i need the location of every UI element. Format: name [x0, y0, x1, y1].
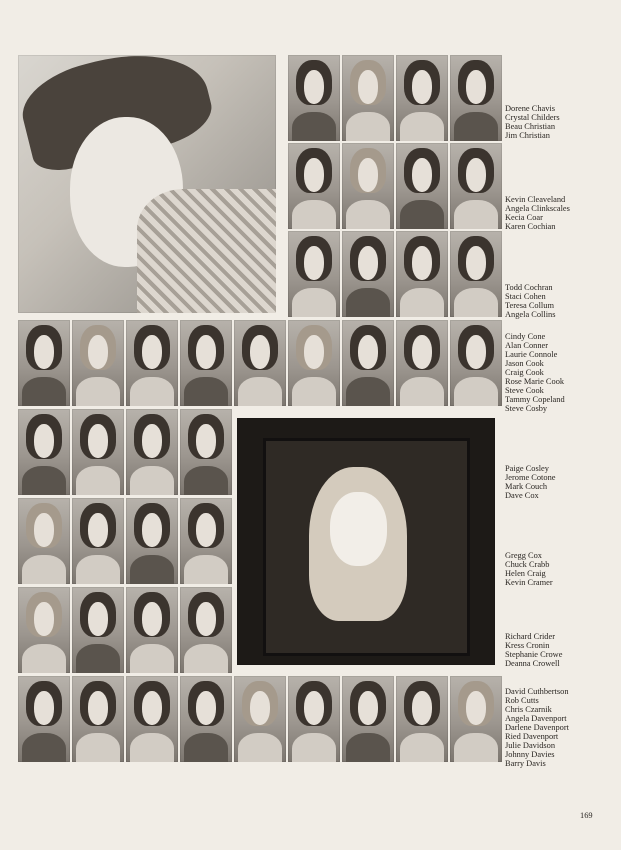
- student-name: Kress Cronin: [505, 641, 550, 650]
- student-portrait: [396, 55, 448, 141]
- student-name: Deanna Crowell: [505, 659, 560, 668]
- student-portrait: [234, 676, 286, 762]
- caption-row-1: [505, 104, 560, 140]
- caption-row-6: [505, 551, 553, 587]
- student-portrait: [288, 231, 340, 317]
- student-portrait: [288, 55, 340, 141]
- student-portrait: [180, 498, 232, 584]
- student-portrait: [126, 320, 178, 406]
- student-portrait: [18, 409, 70, 495]
- student-portrait: [396, 676, 448, 762]
- student-name: Staci Cohen: [505, 292, 546, 301]
- student-name: Steve Cosby: [505, 404, 548, 413]
- student-portrait: [126, 587, 178, 673]
- student-name: Gregg Cox: [505, 551, 542, 560]
- student-portrait: [288, 320, 340, 406]
- caption-row-4: [505, 332, 565, 413]
- student-portrait: [450, 320, 502, 406]
- student-name: Crystal Childers: [505, 113, 560, 122]
- caption-row-2: [505, 195, 570, 231]
- student-name: Angela Clinkscales: [505, 204, 570, 213]
- student-name: Todd Cochran: [505, 283, 553, 292]
- student-name: David Cuthbertson: [505, 687, 569, 696]
- student-name: Julie Davidson: [505, 741, 556, 750]
- student-portrait: [180, 320, 232, 406]
- student-portrait: [126, 676, 178, 762]
- student-name: Chris Czarnik: [505, 705, 552, 714]
- student-name: Paige Cosley: [505, 464, 549, 473]
- student-name: Karen Cochian: [505, 222, 556, 231]
- student-portrait: [72, 498, 124, 584]
- student-name: Rob Cutts: [505, 696, 539, 705]
- caption-row-7: [505, 632, 562, 668]
- page-number: 169: [580, 811, 593, 820]
- student-name: Laurie Connole: [505, 350, 558, 359]
- student-portrait: [396, 143, 448, 229]
- student-name: Cindy Cone: [505, 332, 546, 341]
- student-portrait: [342, 231, 394, 317]
- student-portrait: [180, 587, 232, 673]
- student-name: Kevin Cleaveland: [505, 195, 566, 204]
- student-name: Steve Cook: [505, 386, 544, 395]
- student-portrait: [450, 676, 502, 762]
- student-name: Kevin Cramer: [505, 578, 553, 587]
- student-name: Ried Davenport: [505, 732, 559, 741]
- student-portrait: [18, 320, 70, 406]
- student-name: Jim Christian: [505, 131, 550, 140]
- student-name: Helen Craig: [505, 569, 546, 578]
- student-name: Jerome Cotone: [505, 473, 556, 482]
- student-name: Tammy Copeland: [505, 395, 565, 404]
- student-name: Chuck Crabb: [505, 560, 550, 569]
- student-portrait: [18, 587, 70, 673]
- student-portrait: [396, 320, 448, 406]
- student-name: Barry Davis: [505, 759, 546, 768]
- student-portrait: [342, 320, 394, 406]
- student-name: Dave Cox: [505, 491, 539, 500]
- student-portrait: [72, 587, 124, 673]
- student-name: Dorene Chavis: [505, 104, 556, 113]
- student-name: Stephanie Crowe: [505, 650, 563, 659]
- student-portrait: [72, 320, 124, 406]
- student-portrait: [396, 231, 448, 317]
- student-portrait: [180, 676, 232, 762]
- student-portrait: [342, 55, 394, 141]
- student-name: Johnny Davies: [505, 750, 555, 759]
- candid-photo-boy-with-cap: [18, 55, 276, 313]
- student-portrait: [450, 231, 502, 317]
- student-name: Teresa Collum: [505, 301, 554, 310]
- student-portrait: [450, 55, 502, 141]
- student-name: Richard Crider: [505, 632, 556, 641]
- student-portrait: [342, 676, 394, 762]
- student-portrait: [234, 320, 286, 406]
- student-portrait: [72, 409, 124, 495]
- candid-photo-girl-at-window: [237, 418, 495, 665]
- student-portrait: [288, 143, 340, 229]
- student-portrait: [450, 143, 502, 229]
- student-name: Rose Marie Cook: [505, 377, 565, 386]
- caption-row-8: [505, 687, 569, 768]
- student-name: Mark Couch: [505, 482, 548, 491]
- student-portrait: [72, 676, 124, 762]
- student-name: Kecia Coar: [505, 213, 543, 222]
- student-portrait: [126, 409, 178, 495]
- caption-row-5: [505, 464, 555, 500]
- student-portrait: [342, 143, 394, 229]
- student-name: Jason Cook: [505, 359, 544, 368]
- student-name: Beau Christian: [505, 122, 556, 131]
- student-name: Darlene Davenport: [505, 723, 569, 732]
- student-name: Craig Cook: [505, 368, 544, 377]
- student-name: Angela Collins: [505, 310, 556, 319]
- caption-row-3: [505, 283, 555, 319]
- student-name: Angela Davenport: [505, 714, 567, 723]
- student-portrait: [180, 409, 232, 495]
- student-portrait: [18, 676, 70, 762]
- student-portrait: [18, 498, 70, 584]
- student-portrait: [126, 498, 178, 584]
- student-portrait: [288, 676, 340, 762]
- student-name: Alan Conner: [505, 341, 549, 350]
